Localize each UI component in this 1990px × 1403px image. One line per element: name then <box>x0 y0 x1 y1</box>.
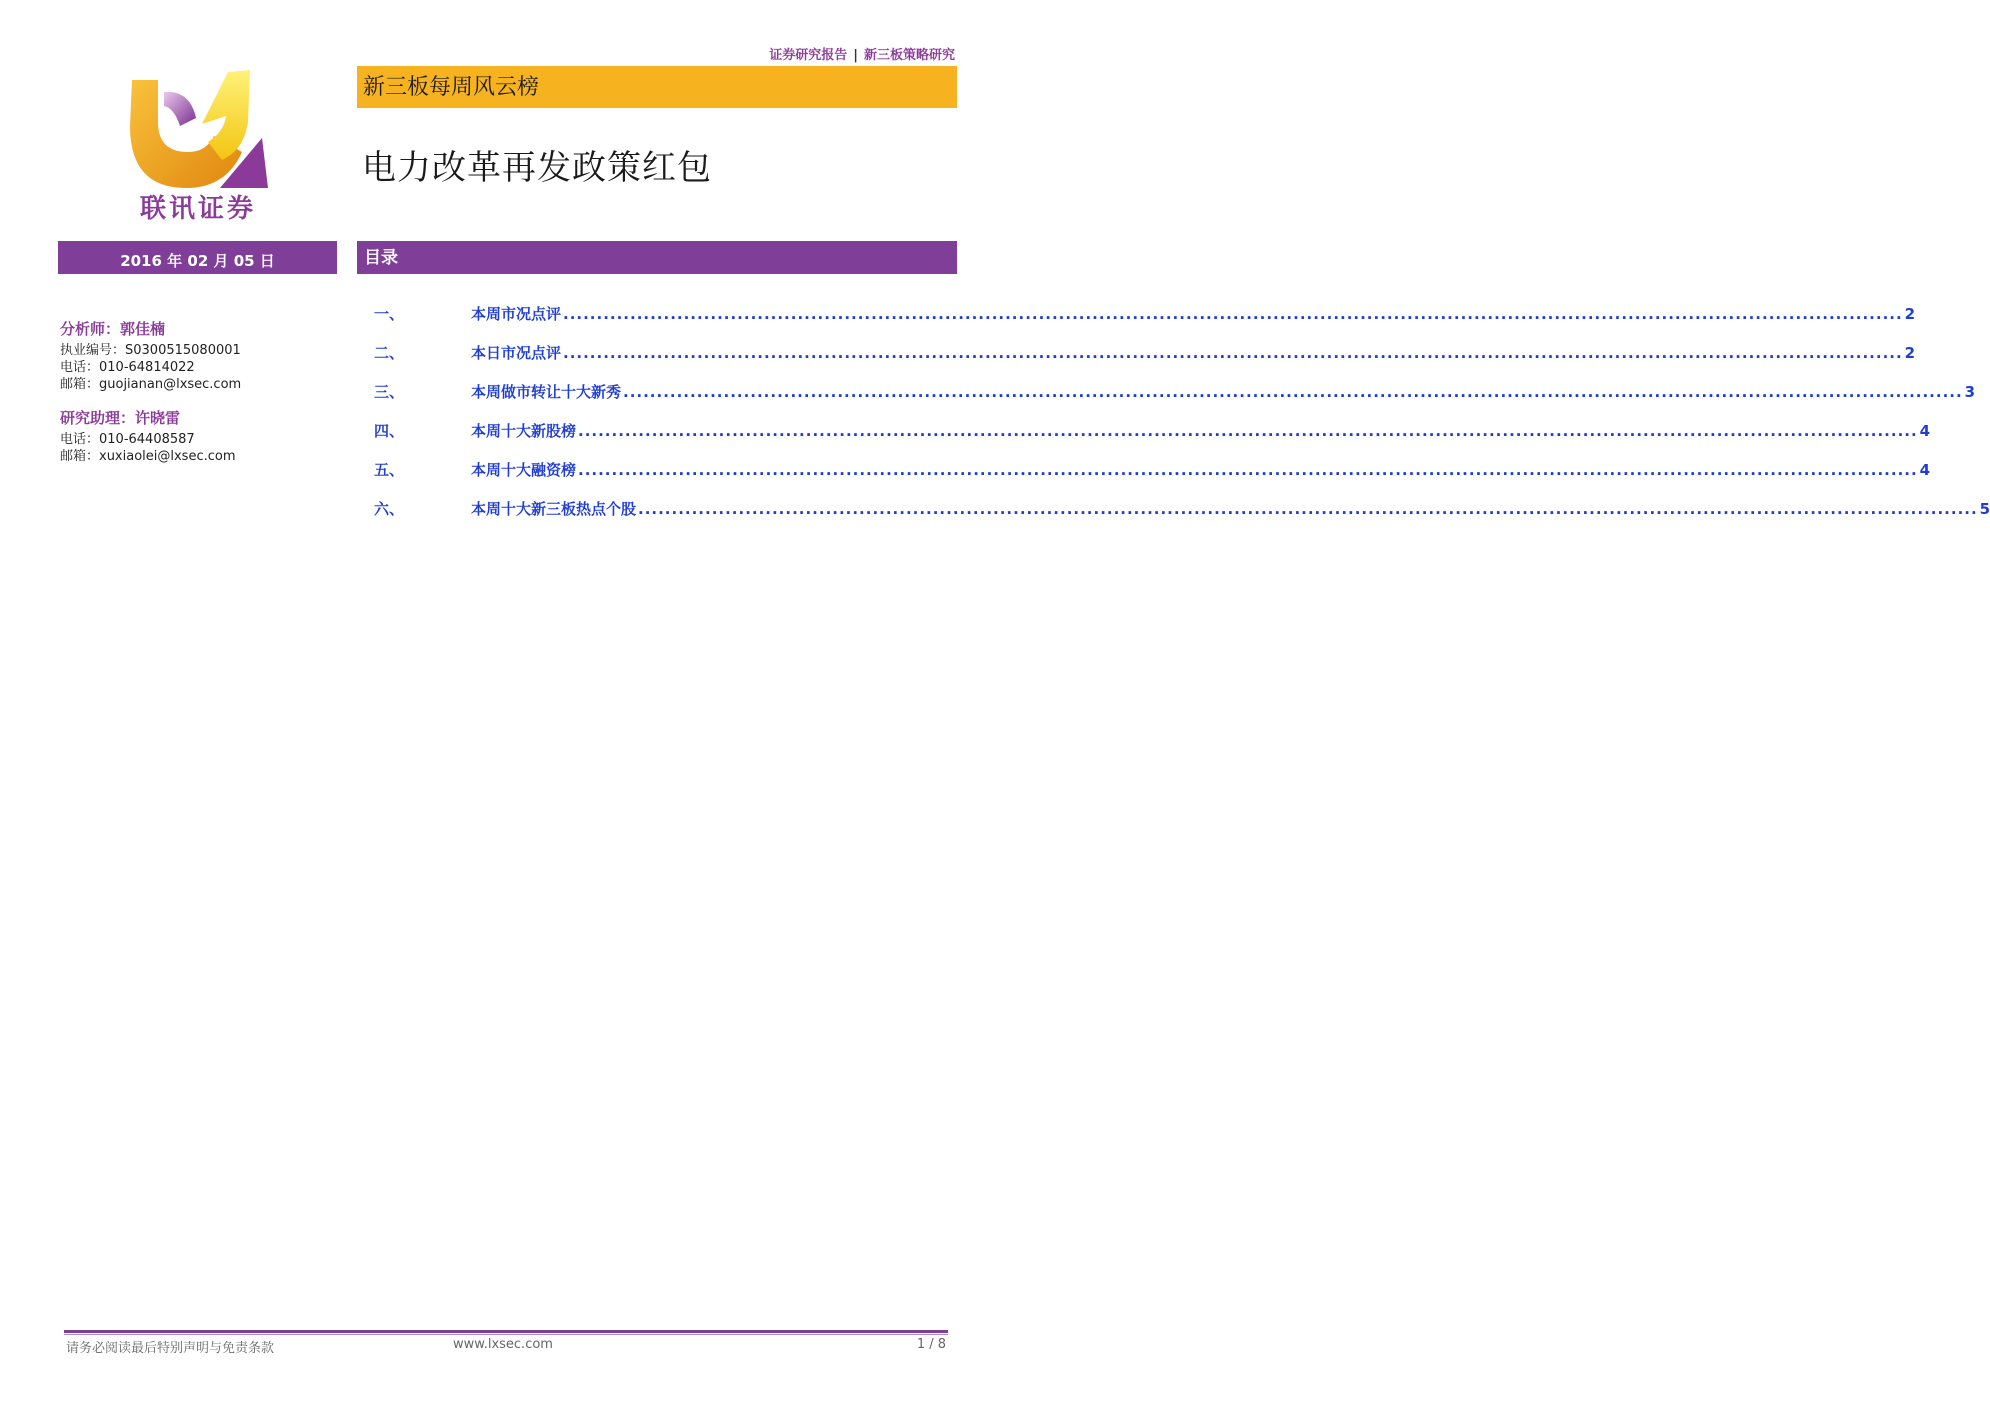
toc-item-number: 三、 <box>374 383 405 401</box>
toc-leader-dots: ........................................................................................................................................................................................................ <box>578 461 1918 479</box>
toc-item[interactable] <box>374 381 1976 420</box>
footer-disclaimer: 请务必阅读最后特别声明与免责条款 <box>66 1341 275 1356</box>
footer-divider <box>64 1330 948 1333</box>
analyst-card <box>60 318 340 393</box>
toc-item-number: 一、 <box>374 305 405 323</box>
table-of-contents <box>374 303 1990 537</box>
report-header <box>560 44 955 63</box>
toc-item-page[interactable]: 4 <box>1919 422 1931 440</box>
toc-leader-dots: ........................................................................................................................................................................................................ <box>563 305 1903 323</box>
analyst-email: 邮箱：guojianan@lxsec.com <box>60 377 242 392</box>
footer-website-link[interactable]: www.lxsec.com <box>453 1337 553 1352</box>
analyst-phone: 电话：010-64814022 <box>60 360 195 375</box>
toc-item-page[interactable]: 4 <box>1919 461 1931 479</box>
toc-item[interactable] <box>374 303 1916 342</box>
toc-leader-dots: ........................................................................................................................................................................................................ <box>623 383 1963 401</box>
toc-item-number: 五、 <box>374 461 405 479</box>
report-category: 新三板策略研究 <box>863 48 955 63</box>
toc-item-page[interactable]: 3 <box>1964 383 1976 401</box>
toc-heading: 目录 <box>357 241 957 274</box>
analyst-license: 执业编号：S0300515080001 <box>60 343 241 358</box>
company-name: 联讯证券 <box>139 194 256 224</box>
toc-item-page[interactable]: 2 <box>1904 344 1916 362</box>
report-type: 证券研究报告 <box>769 48 848 63</box>
analyst-title: 分析师：郭佳楠 <box>60 320 166 338</box>
toc-item-page[interactable]: 2 <box>1904 305 1916 323</box>
toc-item-label[interactable]: 本周市况点评 <box>471 305 562 323</box>
toc-item-number: 四、 <box>374 422 405 440</box>
series-title: 新三板每周风云榜 <box>357 66 957 108</box>
assistant-phone: 电话：010-64408587 <box>60 432 195 447</box>
footer-divider-thin <box>64 1334 948 1335</box>
report-date: 2016 年 02 月 05 日 <box>58 241 337 274</box>
assistant-title: 研究助理：许晓雷 <box>60 409 181 427</box>
toc-leader-dots: ........................................................................................................................................................................................................ <box>563 344 1903 362</box>
toc-item[interactable] <box>374 342 1916 381</box>
toc-item-label[interactable]: 本周十大新三板热点个股 <box>471 500 637 518</box>
toc-item[interactable] <box>374 459 1931 498</box>
toc-item-page[interactable]: 5 <box>1979 500 1990 518</box>
toc-item-number: 六、 <box>374 500 405 518</box>
toc-leader-dots: ........................................................................................................................................................................................................ <box>638 500 1978 518</box>
assistant-email: 邮箱：xuxiaolei@lxsec.com <box>60 449 236 464</box>
assistant-card <box>60 407 340 465</box>
report-title: 电力改革再发政策红包 <box>362 148 712 188</box>
toc-item[interactable] <box>374 420 1931 459</box>
toc-item-number: 二、 <box>374 344 405 362</box>
footer-page-indicator: 1 / 8 <box>916 1337 946 1352</box>
toc-item-label[interactable]: 本周十大新股榜 <box>471 422 577 440</box>
header-separator: | <box>853 48 858 63</box>
toc-item-label[interactable]: 本周做市转让十大新秀 <box>471 383 622 401</box>
toc-item-label[interactable]: 本日市况点评 <box>471 344 562 362</box>
toc-leader-dots: ........................................................................................................................................................................................................ <box>578 422 1918 440</box>
toc-item[interactable] <box>374 498 1990 537</box>
toc-item-label[interactable]: 本周十大融资榜 <box>471 461 577 479</box>
